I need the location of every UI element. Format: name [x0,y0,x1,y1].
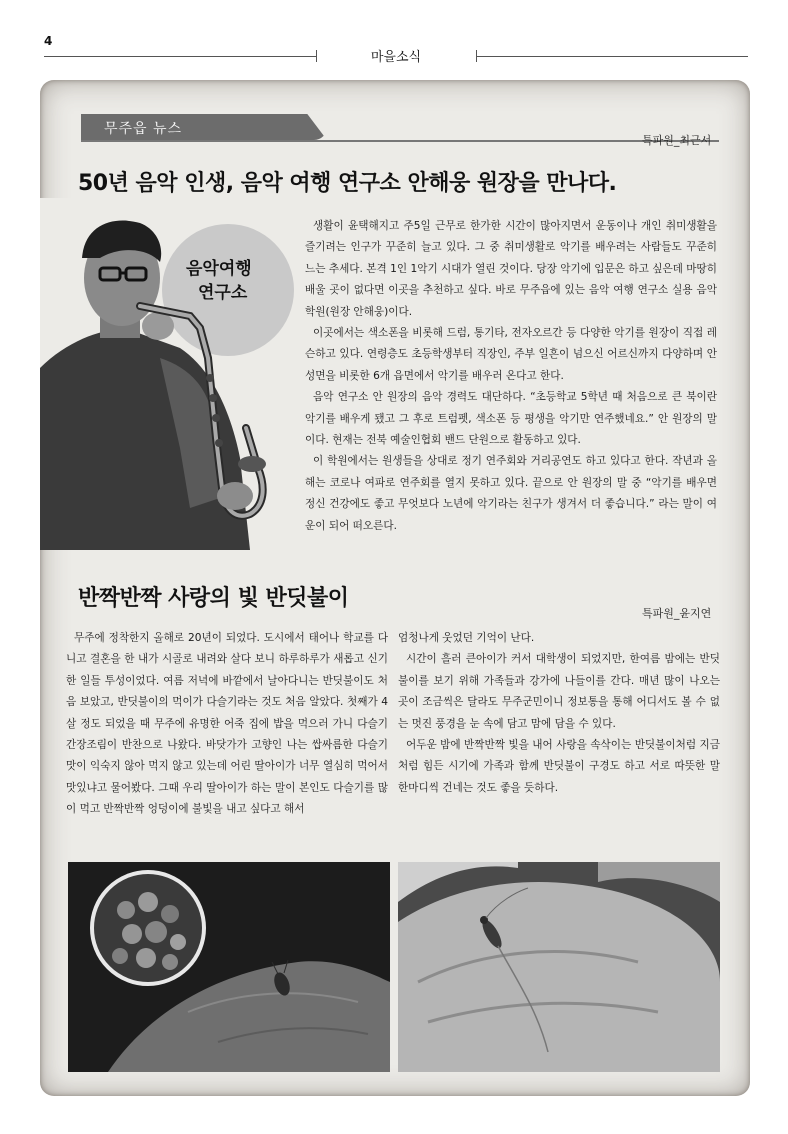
article2-paragraph: 어두운 밤에 반짝반짝 빛을 내어 사랑을 속삭이는 반딧불이처럼 지금처럼 힘든 시기에 가족과 함께 반딧불이 구경도 하고 서로 따뜻한 말 한마디씩 건네는 것도 좋을 듯하다. [398,739,720,794]
header-rule-right [476,56,748,57]
photo-caption-line1: 음악여행 [186,259,252,279]
article1-body [305,216,717,537]
article2-paragraph: 무주에 정착한지 올해로 20년이 되었다. 도시에서 태어나 학교를 다니고 결혼을 한 내가 시골로 내려와 살다 보니 하루하루가 새롭고 신기한 일들 투성이었다. 여름 저녁에 바깥에서 날아다니는 반딧불이도 처음 보았고, 반딧불이의 먹이가 다슬기라는 것도 처음 알았다. 첫째가 4살 정도 되었을 때 무주에 유명한 어죽 집에 밥을 먹으러 가니 다슬기 간장조림이 반찬으로 나왔다. 바닷가가 고향인 나는 쌉싸름한 다슬기 맛이 익숙지 않아 먹지 않고 있는데 어린 딸아이가 너무 열심히 먹어서 맛있냐고 물어봤다. 그때 우리 딸아이가 하는 말이 본인도 다슬기를 많이 먹고 반짝반짝 엉덩이에 불빛을 내고 싶다고 해서 [66,632,388,816]
section-title: 마을소식 [370,50,422,65]
banner-underline [81,140,719,142]
header-rule-left [44,56,316,57]
saxophone-player-photo [40,198,300,550]
article2-column-2 [398,628,720,799]
photo-caption-line2: 연구소 [198,283,248,303]
article2-headline: 반짝반짝 사랑의 빛 반딧불이 [78,586,349,611]
article2-reporter: 특파원_윤지연 [642,607,712,620]
article2-paragraph: 엄청나게 웃었던 기억이 난다. [398,632,535,644]
firefly-on-hand-photo [68,862,390,1072]
article1-reporter: 특파원_최근서 [642,134,712,147]
article2-paragraph: 시간이 흘러 큰아이가 커서 대학생이 되었지만, 한여름 밤에는 반딧불이를 보기 위해 가족들과 강가에 나들이를 간다. 매년 많이 나오는 곳이 조금씩은 달라도 무주군민이니 정보통을 통해 어디서도 볼 수 없는 멋진 풍경을 눈 속에 담고 맘에 담을 수 있다. [398,653,720,730]
page-number: 4 [44,34,53,48]
article2-column-1 [66,628,388,821]
article1-paragraph: 생활이 윤택해지고 주5일 근무로 한가한 시간이 많아지면서 운동이나 개인 취미생활을 즐기려는 인구가 꾸준히 늘고 있다. 그 중 취미생활로 악기를 배우려는 사람들도 꾸준히 느는 추세다. 본격 1인 1악기 시대가 열린 것이다. 당장 악기에 입문은 하고 싶은데 마땅히 배울 곳이 없다면 이곳을 추천하고 싶다. 바로 무주읍에 있는 음악 여행 연구소 실용 음악학원(원장 안해웅)이다. [305,220,717,318]
category-label: 무주읍 뉴스 [104,121,183,137]
firefly-in-palm-photo [398,862,720,1072]
header-rule-tick-left [316,50,317,62]
article1-paragraph: 이곳에서는 색소폰을 비롯해 드럼, 통기타, 전자오르간 등 다양한 악기를 원장이 직접 레슨하고 있다. 연령층도 초등학생부터 직장인, 주부 일흔이 넘으신 어르신까지 다양하며 안성면을 비롯한 6개 읍면에서 악기를 배우러 온다고 한다. [305,327,717,382]
article1-paragraph: 음악 연구소 안 원장의 음악 경력도 대단하다. “초등학교 5학년 때 처음으로 큰 북이란 악기를 배우게 됐고 그 후로 트럼펫, 색소폰 등 평생을 악기만 연주했네요.” 안 원장의 말이다. 현재는 전북 예술인협회 밴드 단원으로 활동하고 있다. [305,391,717,447]
article1-headline: 50년 음악 인생, 음악 여행 연구소 안해웅 원장을 만나다. [78,171,617,196]
article1-paragraph: 이 학원에서는 원생들을 상대로 정기 연주회와 거리공연도 하고 있다고 한다. 작년과 올해는 코로나 여파로 연주회를 열지 못하고 있다. 끝으로 안 원장의 말 중 “악기를 배우면 정신 건강에도 좋고 무엇보다 노년에 악기라는 친구가 생겨서 더 좋습니다.” 라는 말이 여운이 되어 떠오른다. [305,455,717,532]
